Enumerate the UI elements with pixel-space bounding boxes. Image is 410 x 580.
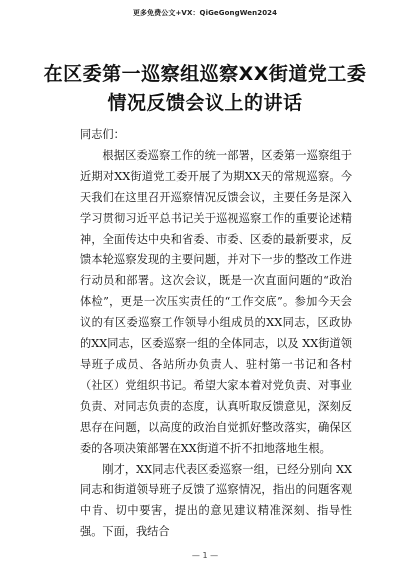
page-number: — 1 — (191, 551, 219, 560)
body-paragraph-2: 刚才，XX同志代表区委巡察一组，已经分别向 XX同志和街道领导班子反馈了巡察情况，指出的问题客观中肯、切中要害，提出的意见建议精准深刻、指导性强。下面，我结合 (80, 462, 352, 539)
document-body (80, 125, 352, 543)
document-title: 在区委第一巡察组巡察XX街道党工委情况反馈会议上的讲话 (43, 63, 367, 114)
body-paragraph-1: 根据区委巡察工作的统一部署，区委第一巡察组于近期对XX街道党工委开展了为期XX天的常规巡察。今天我们在这里召开巡察情况反馈会议，主要任务是深入学习贯彻习近平总书记关于巡视巡察工作的重要论述精神，全面传达中央和省委、市委、区委的最新要求，反馈本轮巡察发现的主要问题，并对下一步的整改工作进行动员和部署。这次会议，既是一次直面问题的“政治体检”，更是一次压实责任的“工作交底”。参加今天会议的有区委巡察工作领导小组成员的XX同志，区政协的XX同志，区委巡察一组的全体同志，以及 XX街道领导班子成员、各站所办负责人、驻村第一书记和各村（社区）党组织书记。希望大家本着对党负责、对事业负责、对同志负责的态度，认真听取反馈意见，深刻反思存在问题，以高度的政治自觉抓好整改落实，确保区委的各项决策部署在XX街道不折不扣地落地生根。 (80, 148, 352, 455)
header-banner: 更多免费公文+VX：QiGeGongWen2024 (132, 9, 278, 17)
salutation: 同志们： (80, 128, 125, 141)
